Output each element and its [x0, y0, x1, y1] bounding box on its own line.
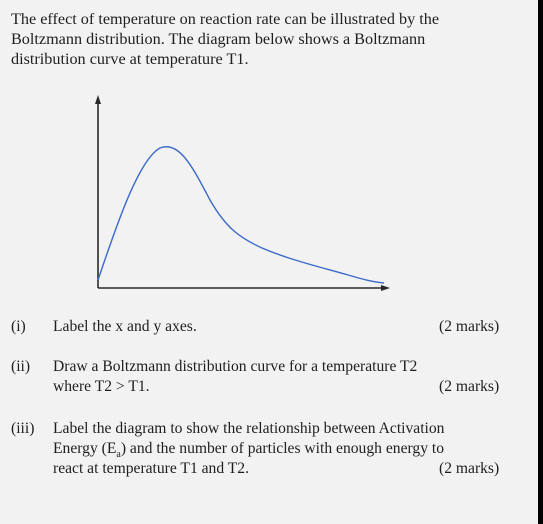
question-i-marks: (2 marks) [439, 318, 500, 335]
activation-energy-subscript: a [116, 449, 121, 461]
question-iii [11, 419, 521, 481]
activation-energy-prefix: Energy (E [53, 440, 117, 457]
question-ii-number: (ii) [11, 358, 31, 375]
intro-line-2: Boltzmann distribution. The diagram below shows a Boltzmann [11, 30, 426, 48]
x-axis-arrowhead [381, 285, 390, 291]
question-iii-line-1: Label the diagram to show the relationship between Activation [53, 420, 445, 437]
intro-line-3: distribution curve at temperature T1. [11, 50, 249, 68]
question-iii-number: (iii) [11, 420, 35, 437]
question-ii-line-2: where T2 > T1. [53, 378, 150, 395]
activation-energy-suffix: ) and the number of particles with enough energy to [120, 440, 445, 457]
question-ii-line-1: Draw a Boltzmann distribution curve for a temperature T2 [53, 358, 418, 375]
question-ii-marks: (2 marks) [439, 378, 500, 395]
t1-distribution-curve [98, 147, 384, 283]
question-iii-marks: (2 marks) [439, 460, 500, 477]
intro-line-1: The effect of temperature on reaction rate can be illustrated by the [11, 10, 440, 28]
y-axis-arrowhead [95, 95, 101, 104]
question-iii-line-3: react at temperature T1 and T2. [53, 460, 249, 477]
question-ii [11, 357, 521, 399]
question-i [11, 317, 521, 339]
question-i-number: (i) [11, 318, 26, 335]
question-i-text: Label the x and y axes. [53, 318, 197, 335]
